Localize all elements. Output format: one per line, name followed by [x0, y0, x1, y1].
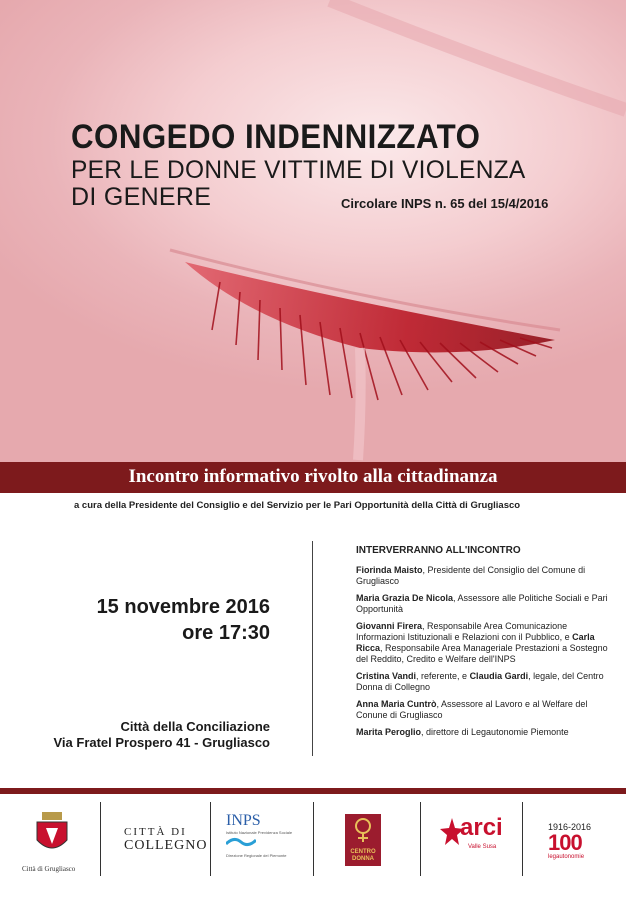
- coat-of-arms-icon: [32, 810, 72, 858]
- speakers-list: [356, 545, 618, 744]
- speaker-name: Anna Maria Cuntrò: [356, 699, 437, 709]
- logo-grugliasco: [22, 800, 82, 880]
- event-date: 15 novembre 2016: [96, 596, 270, 618]
- speaker-name: Fiorinda Maisto: [356, 565, 423, 575]
- speaker-item: [356, 699, 618, 721]
- logo-arci-name: arci: [460, 814, 503, 841]
- speaker-role: , Assessore al Lavoro e al Welfare del Conune di Grugliasco: [356, 699, 588, 720]
- speaker-role: , referente, e: [416, 671, 470, 681]
- centro-donna-symbol-icon: [345, 814, 381, 844]
- logo-centro-donna-label: CENTRO DONNA: [350, 849, 376, 862]
- partner-logos: [0, 800, 626, 885]
- event-time: ore 17:30: [182, 622, 270, 644]
- event-venue: [53, 719, 270, 751]
- speaker-name: Claudia Gardi: [469, 671, 529, 681]
- logo-separator: [522, 802, 523, 876]
- logo-inps-sub2: Direzione Regionale del Piemonte: [226, 853, 287, 858]
- logo-grugliasco-label: Città di Grugliasco: [22, 865, 76, 873]
- venue-name: Città della Conciliazione: [120, 719, 270, 734]
- centro-donna-badge: [345, 814, 381, 866]
- logo-inps-sub1: Istituto Nazionale Previdenza Sociale: [226, 830, 293, 835]
- speaker-name: Cristina Vandi: [356, 671, 417, 681]
- logo-lega-name: legautonomie: [548, 854, 585, 860]
- logo-arci-sub: Valle Susa: [468, 844, 497, 850]
- speaker-role: , direttore di Legautonomie Piemonte: [421, 727, 569, 737]
- logo-collegno-top: CITTÀ DI: [124, 826, 187, 838]
- logo-centro-donna: [345, 814, 385, 894]
- speaker-name: Giovanni Firera: [356, 621, 423, 631]
- speaker-item: [356, 565, 618, 587]
- organizer-line: a cura della Presidente del Consiglio e del Servizio per le Pari Opportunità della Città di Grugliasco: [74, 500, 521, 511]
- footer-rule: [0, 788, 626, 794]
- logo-separator: [420, 802, 421, 876]
- logo-collegno-bottom: COLLEGNO: [124, 838, 208, 853]
- speaker-role: , Responsabile Area Comunicazione Informazioni Istituzionali e Relazioni con il Pubblico, e: [356, 621, 570, 642]
- logo-arci: [440, 814, 510, 894]
- speaker-item: [356, 727, 618, 738]
- title-line-1: CONGEDO INDENNIZZATO: [71, 118, 481, 156]
- subtitle-band-text: Incontro informativo rivolto alla cittadinanza: [128, 466, 498, 487]
- logo-inps-name: INPS: [226, 812, 261, 829]
- speaker-item: [356, 621, 618, 665]
- speaker-item: [356, 671, 618, 693]
- logo-separator: [210, 802, 211, 876]
- speaker-item: [356, 593, 618, 615]
- speaker-role: , Assessore alle Politiche Sociali e Pari Opportunità: [356, 593, 608, 614]
- event-datetime: [97, 594, 270, 646]
- logo-separator: [313, 802, 314, 876]
- column-divider: [312, 541, 313, 756]
- speaker-name: Marita Peroglio: [356, 727, 422, 737]
- logo-legautonomie: [548, 822, 608, 902]
- title-line-3: DI GENERE: [71, 183, 212, 211]
- logo-separator: [100, 802, 101, 876]
- circolare-reference: Circolare INPS n. 65 del 15/4/2016: [341, 196, 549, 211]
- logo-lega-years: 1916-2016: [548, 822, 592, 832]
- logo-lega-number: 100: [548, 830, 582, 855]
- speaker-role: , Presidente del Consiglio del Comune di Grugliasco: [356, 565, 586, 586]
- speaker-name: Carla Ricca: [356, 632, 595, 653]
- title-line-2: PER LE DONNE VITTIME DI VIOLENZA: [71, 156, 526, 184]
- logo-inps: [226, 812, 306, 892]
- speaker-role: , legale, del Centro Donna di Collegno: [356, 671, 604, 692]
- speaker-name: Maria Grazia De Nicola: [356, 593, 454, 603]
- venue-address: Via Fratel Prospero 41 - Grugliasco: [53, 735, 270, 750]
- logo-collegno: [110, 826, 208, 906]
- inps-wave-icon: [226, 836, 256, 848]
- speaker-role: , Responsabile Area Manageriale Prestazioni a Sostegno del Reddito, Credito e Welfare dell'INPS: [356, 643, 608, 664]
- speakers-heading: INTERVERRANNO ALL'INCONTRO: [356, 545, 521, 556]
